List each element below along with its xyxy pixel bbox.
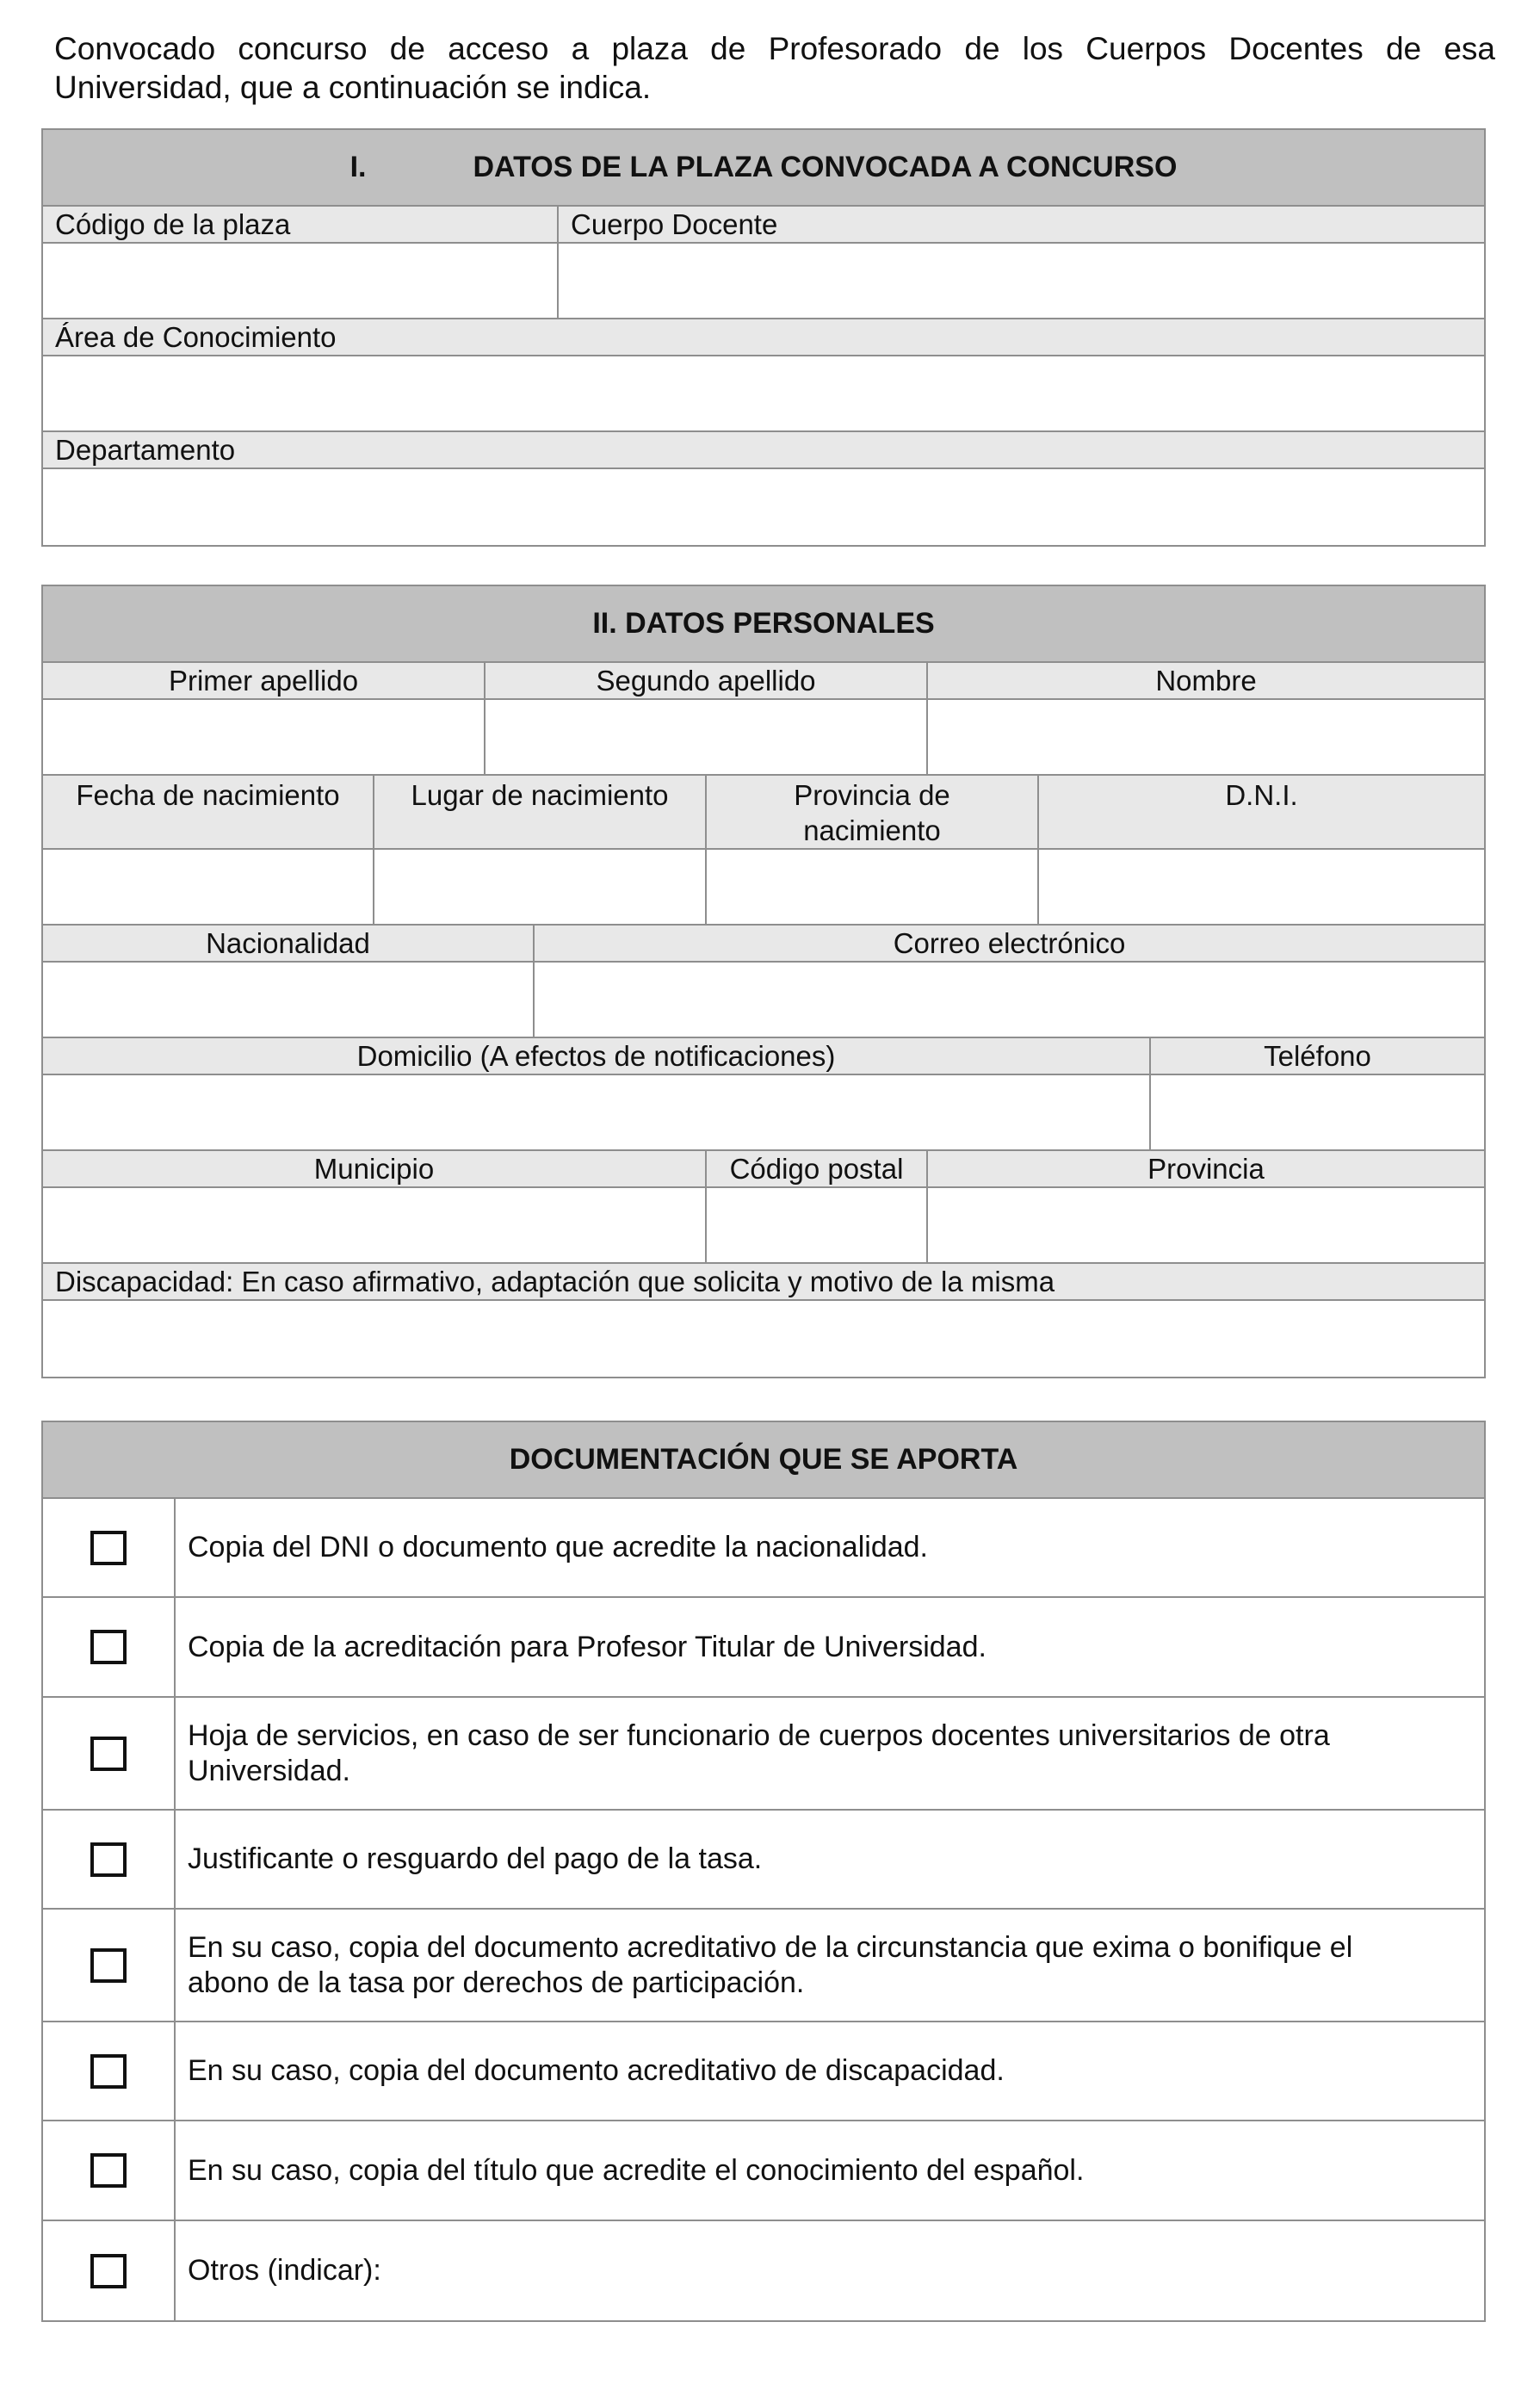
section-title: DOCUMENTACIÓN QUE SE APORTA [509, 1443, 1018, 1476]
doc-checkbox[interactable] [90, 1948, 127, 1983]
departamento-field[interactable] [43, 469, 1484, 545]
doc-item [43, 1598, 1484, 1698]
codigo-postal-field[interactable] [707, 1188, 928, 1262]
nacionalidad-field[interactable] [43, 963, 535, 1037]
section-number: I. [349, 151, 367, 183]
nombre-label: Nombre [1155, 665, 1257, 697]
documentation-header [43, 1422, 1484, 1499]
doc-checkbox[interactable] [90, 1737, 127, 1771]
correo-field[interactable] [535, 963, 1484, 1037]
doc-item [43, 2022, 1484, 2121]
primer-apellido-field[interactable] [43, 700, 486, 774]
doc-item-label: Hoja de servicios, en caso de ser funcionario de cuerpos docentes universitarios de otra Universidad. [188, 1718, 1330, 1787]
section-title: DATOS DE LA PLAZA CONVOCADA A CONCURSO [473, 151, 1178, 183]
doc-checkbox[interactable] [90, 1842, 127, 1877]
lugar-nacimiento-label: Lugar de nacimiento [374, 776, 707, 848]
doc-checkbox[interactable] [90, 2153, 127, 2188]
doc-item-label: Copia del DNI o documento que acredite la nacionalidad. [188, 1531, 928, 1563]
nacionalidad-label: Nacionalidad [43, 926, 535, 961]
doc-checkbox[interactable] [90, 2054, 127, 2089]
doc-item-label: En su caso, copia del título que acredite el conocimiento del español. [188, 2153, 1085, 2187]
doc-item [43, 1811, 1484, 1910]
departamento-label: Departamento [55, 434, 236, 466]
codigo-postal-label: Código postal [707, 1151, 928, 1186]
primer-apellido-label: Primer apellido [43, 663, 486, 698]
doc-item [43, 2121, 1484, 2221]
fecha-nacimiento-label: Fecha de nacimiento [43, 776, 374, 848]
municipio-field[interactable] [43, 1188, 707, 1262]
correo-label: Correo electrónico [893, 927, 1126, 959]
doc-item-label: Justificante o resguardo del pago de la tasa. [188, 1842, 763, 1875]
provincia-nacimiento-field[interactable] [707, 850, 1039, 924]
doc-checkbox[interactable] [90, 2254, 127, 2288]
section-title: II. DATOS PERSONALES [592, 607, 935, 640]
doc-item [43, 1910, 1484, 2022]
documentation-section [41, 1421, 1486, 2322]
fecha-nacimiento-field[interactable] [43, 850, 374, 924]
doc-item-label: Otros (indicar): [188, 2254, 381, 2287]
dni-label: D.N.I. [1225, 779, 1298, 811]
plaza-section [41, 128, 1486, 547]
municipio-label: Municipio [43, 1151, 707, 1186]
plaza-section-header [43, 130, 1484, 207]
telefono-label: Teléfono [1264, 1040, 1371, 1072]
discapacidad-label: Discapacidad: En caso afirmativo, adaptación que solicita y motivo de la misma [55, 1266, 1055, 1297]
dni-field[interactable] [1039, 850, 1484, 924]
cuerpo-docente-label: Cuerpo Docente [571, 208, 778, 240]
provincia-nacimiento-label: Provincia de nacimiento [707, 776, 1039, 848]
discapacidad-field[interactable] [43, 1301, 1484, 1377]
personal-data-section [41, 585, 1486, 1378]
codigo-plaza-field[interactable] [43, 244, 559, 318]
doc-item-label: En su caso, copia del documento acreditativo de discapacidad. [188, 2054, 1005, 2087]
doc-item [43, 1499, 1484, 1598]
doc-checkbox[interactable] [90, 1630, 127, 1664]
doc-item-label: En su caso, copia del documento acreditativo de la circunstancia que exima o bonifique el abono de la tasa por derechos de participación. [188, 1930, 1353, 1999]
doc-item [43, 1698, 1484, 1811]
intro-paragraph: Convocado concurso de acceso a plaza de Profesorado de los Cuerpos Docentes de esa Universidad, que a continuación se indica. [54, 31, 1495, 105]
telefono-field[interactable] [1151, 1075, 1484, 1149]
personal-data-header [43, 586, 1484, 663]
segundo-apellido-label: Segundo apellido [486, 663, 928, 698]
cuerpo-docente-field[interactable] [559, 244, 1484, 318]
domicilio-label: Domicilio (A efectos de notificaciones) [43, 1038, 1151, 1074]
doc-checkbox[interactable] [90, 1531, 127, 1565]
nombre-field[interactable] [928, 700, 1484, 774]
area-conocimiento-label: Área de Conocimiento [55, 321, 337, 353]
segundo-apellido-field[interactable] [486, 700, 928, 774]
provincia-field[interactable] [928, 1188, 1484, 1262]
doc-item-label: Copia de la acreditación para Profesor Titular de Universidad. [188, 1630, 986, 1663]
lugar-nacimiento-field[interactable] [374, 850, 707, 924]
doc-item [43, 2221, 1484, 2320]
codigo-plaza-label: Código de la plaza [43, 207, 559, 242]
domicilio-field[interactable] [43, 1075, 1151, 1149]
area-conocimiento-field[interactable] [43, 356, 1484, 430]
provincia-label: Provincia [1147, 1153, 1265, 1185]
